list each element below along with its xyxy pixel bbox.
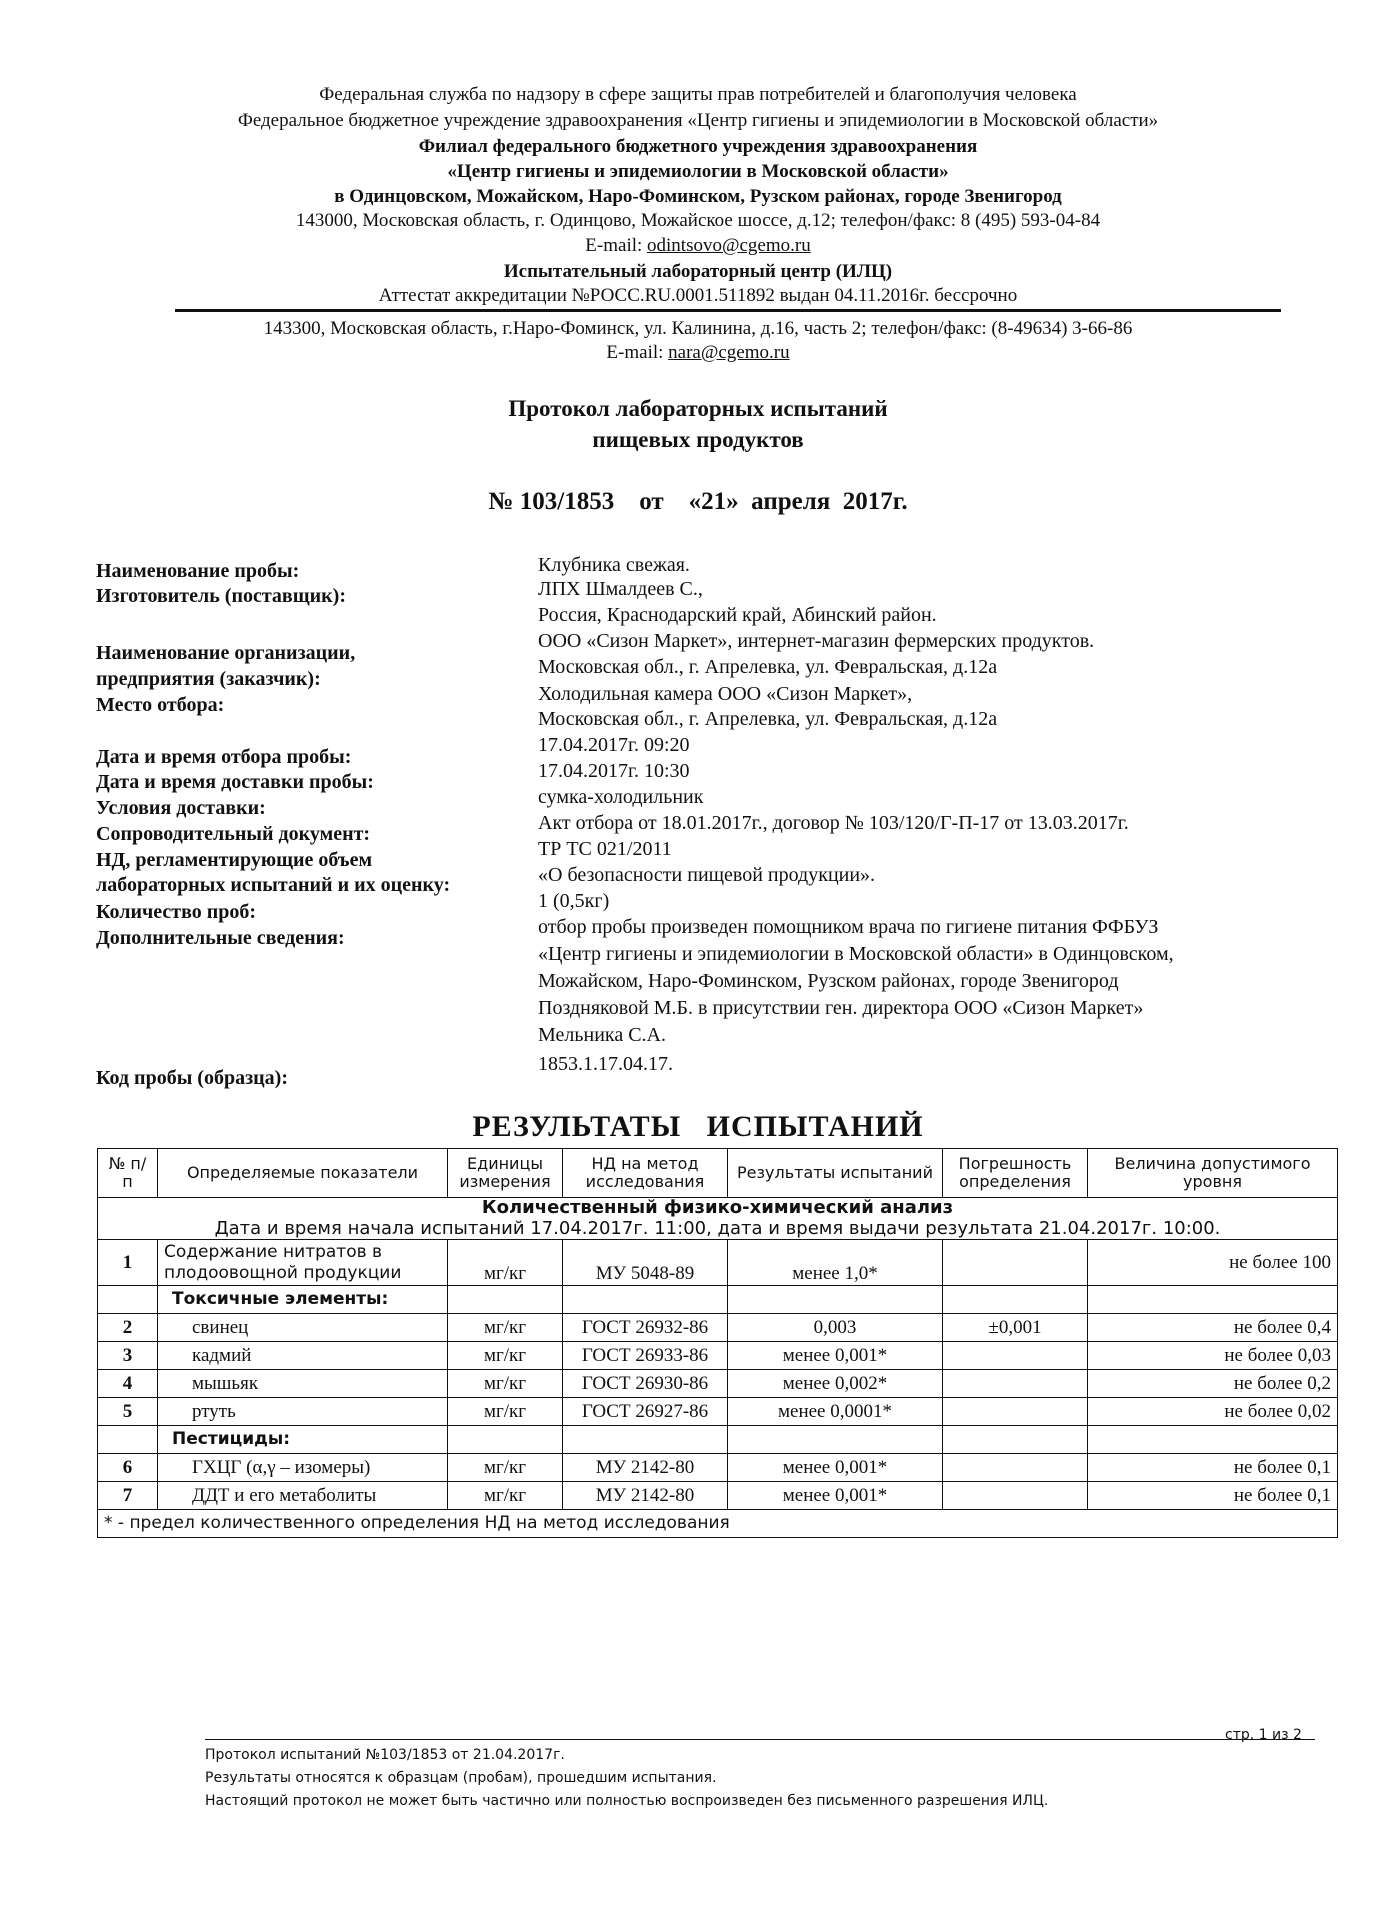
row-num: 7 (98, 1482, 158, 1510)
group-row-pesticides (98, 1426, 1338, 1454)
section-cell (98, 1198, 1338, 1240)
toxic-rows (98, 1314, 1338, 1426)
empty-cell (943, 1426, 1088, 1454)
delivery-conditions: сумка-холодильник (538, 786, 704, 808)
sample-name-label: Наименование пробы: (96, 560, 300, 582)
protocol-title-2: пищевых продуктов (592, 427, 804, 452)
row-method: МУ 2142-80 (563, 1454, 728, 1482)
row-units: мг/кг (448, 1398, 563, 1426)
header-units: Единицы измерения (448, 1149, 563, 1198)
extra-info-label: Дополнительные сведения: (96, 927, 345, 949)
row-limit: не более 0,1 (1088, 1482, 1338, 1510)
row-limit: не более 0,2 (1088, 1370, 1338, 1398)
delivery-datetime: 17.04.2017г. 10:30 (538, 760, 690, 782)
empty-cell (98, 1286, 158, 1314)
row-error (943, 1482, 1088, 1510)
delivery-datetime-label: Дата и время доставки пробы: (96, 771, 374, 793)
footnote: * - предел количественного определения НД на метод исследования (98, 1510, 1338, 1538)
row-result: менее 0,001* (728, 1342, 943, 1370)
row-units: мг/кг (448, 1482, 563, 1510)
customer-line-1: ООО «Сизон Маркет», интернет-магазин фермерских продуктов. (538, 630, 1095, 652)
row-limit: не более 0,02 (1088, 1398, 1338, 1426)
row-error (943, 1370, 1088, 1398)
customer-label-2: предприятия (заказчик): (96, 668, 321, 690)
group-toxic-label: Токсичные элементы: (158, 1286, 448, 1314)
header-limit: Величина допустимого уровня (1088, 1149, 1338, 1198)
place-line-1: Холодильная камера ООО «Сизон Маркет», (538, 683, 913, 705)
footnote-row (98, 1510, 1338, 1538)
row-units: мг/кг (448, 1342, 563, 1370)
row-indicator: свинец (158, 1314, 448, 1342)
lab-address: 143300, Московская область, г.Наро-Фоминск, ул. Калинина, д.16, часть 2; телефон/факс: (8-49634) 3-66-86 (263, 318, 1133, 339)
group-row-toxic (98, 1286, 1338, 1314)
row-error (943, 1342, 1088, 1370)
row-method: ГОСТ 26933-86 (563, 1342, 728, 1370)
accreditation: Аттестат аккредитации №РОСС.RU.0001.511892 выдан 04.11.2016г. бессрочно (378, 285, 1018, 306)
row-indicator: ДДТ и его метаболиты (158, 1482, 448, 1510)
row-num: 4 (98, 1370, 158, 1398)
sample-code-label: Код пробы (образца): (96, 1067, 288, 1089)
table-row (98, 1314, 1338, 1342)
table-header-row (98, 1149, 1338, 1198)
header-method: НД на метод исследования (563, 1149, 728, 1198)
row-num: 3 (98, 1342, 158, 1370)
empty-cell (1088, 1286, 1338, 1314)
footer-divider (205, 1739, 1315, 1740)
manufacturer-line-1: ЛПХ Шмалдеев С., (538, 578, 703, 600)
row-indicator-line-2: плодоовощной продукции (164, 1262, 402, 1283)
empty-cell (448, 1426, 563, 1454)
empty-cell (563, 1286, 728, 1314)
row-method: МУ 5048-89 (563, 1240, 728, 1286)
table-row (98, 1342, 1338, 1370)
row-result: менее 0,0001* (728, 1398, 943, 1426)
row-units: мг/кг (448, 1454, 563, 1482)
header-error: Погрешность определения (943, 1149, 1088, 1198)
sample-name: Клубника свежая. (538, 554, 690, 576)
document: Акт отбора от 18.01.2017г., договор № 103/120/Г-П-17 от 13.03.2017г. (538, 812, 1129, 834)
pesticide-rows (98, 1454, 1338, 1510)
row-limit: не более 100 (1088, 1240, 1338, 1286)
row-indicator: ГХЦГ (α,γ – изомеры) (158, 1454, 448, 1482)
lab-name: Испытательный лабораторный центр (ИЛЦ) (503, 261, 893, 282)
row-result: 0,003 (728, 1314, 943, 1342)
sample-code: 1853.1.17.04.17. (538, 1053, 673, 1075)
row-error (943, 1240, 1088, 1286)
row-num: 2 (98, 1314, 158, 1342)
empty-cell (943, 1286, 1088, 1314)
extra-info-line-5: Мельника С.А. (538, 1024, 666, 1046)
nd-line-1: ТР ТС 021/2011 (538, 838, 672, 860)
results-table (97, 1148, 1338, 1538)
row-units: мг/кг (448, 1240, 563, 1286)
row-result: менее 1,0* (728, 1240, 943, 1286)
place-label: Место отбора: (96, 694, 225, 716)
email-label: E-mail: (606, 342, 669, 363)
header-divider (175, 309, 1281, 312)
quantity: 1 (0,5кг) (538, 890, 610, 912)
header-email-1 (0, 235, 1396, 257)
group-pesticides-label: Пестициды: (158, 1426, 448, 1454)
empty-cell (448, 1286, 563, 1314)
section-title: Количественный физико-химический анализ (481, 1197, 954, 1218)
row-error (943, 1398, 1088, 1426)
nd-label-1: НД, регламентирующие объем (96, 849, 373, 871)
row-indicator: мышьяк (158, 1370, 448, 1398)
header-line-2: Федеральное бюджетное учреждение здравоохранения «Центр гигиены и эпидемиологии в Московской области» (237, 110, 1159, 131)
row-method: ГОСТ 26927-86 (563, 1398, 728, 1426)
footer-line-3: Настоящий протокол не может быть частично или полностью воспроизведен без письменного разрешения ИЛЦ. (205, 1793, 1049, 1809)
header-line-6: 143000, Московская область, г. Одинцово, Можайское шоссе, д.12; телефон/факс: 8 (495) 593-04-84 (295, 210, 1101, 231)
sampling-datetime: 17.04.2017г. 09:20 (538, 734, 690, 756)
footer-line-2: Результаты относятся к образцам (пробам), прошедшим испытания. (205, 1770, 717, 1786)
extra-info-line-3: Можайском, Наро-Фоминском, Рузском районах, городе Звенигород (538, 970, 1119, 992)
empty-cell (1088, 1426, 1338, 1454)
row-num: 6 (98, 1454, 158, 1482)
empty-cell (563, 1426, 728, 1454)
row-limit: не более 0,03 (1088, 1342, 1338, 1370)
table-row (98, 1482, 1338, 1510)
email-label: E-mail: (585, 235, 648, 256)
manufacturer-line-2: Россия, Краснодарский край, Абинский район. (538, 604, 937, 626)
header-line-1: Федеральная служба по надзору в сфере защиты прав потребителей и благополучия человека (319, 84, 1077, 105)
row-method: МУ 2142-80 (563, 1482, 728, 1510)
extra-info-line-1: отбор пробы произведен помощником врача по гигиене питания ФФБУЗ (538, 916, 1159, 938)
row-method: ГОСТ 26932-86 (563, 1314, 728, 1342)
customer-line-2: Московская обл., г. Апрелевка, ул. Февральская, д.12а (538, 656, 998, 678)
email-link-nara[interactable]: nara@cgemo.ru (668, 342, 790, 363)
header-num: № п/п (98, 1149, 158, 1198)
table-row (98, 1240, 1338, 1286)
table-row (98, 1398, 1338, 1426)
row-indicator-line-1: Содержание нитратов в (164, 1242, 383, 1263)
extra-info-line-4: Поздняковой М.Б. в присутствии ген. директора ООО «Сизон Маркет» (538, 997, 1144, 1019)
row-result: менее 0,001* (728, 1482, 943, 1510)
header-line-5: в Одинцовском, Можайском, Наро-Фоминском, Рузском районах, городе Звенигород (334, 186, 1062, 207)
email-link-odintsovo[interactable]: odintsovo@cgemo.ru (647, 235, 811, 256)
row-units: мг/кг (448, 1370, 563, 1398)
row-result: менее 0,002* (728, 1370, 943, 1398)
row-limit: не более 0,4 (1088, 1314, 1338, 1342)
row-indicator (158, 1240, 448, 1286)
section-dates: Дата и время начала испытаний 17.04.2017г. 11:00, дата и время выдачи результата 21.04.2017г. 10:00. (214, 1217, 1221, 1239)
header-line-4: «Центр гигиены и эпидемиологии в Московской области» (447, 161, 949, 182)
page-number: стр. 1 из 2 (1225, 1727, 1302, 1743)
sampling-datetime-label: Дата и время отбора пробы: (96, 746, 352, 768)
nd-line-2: «О безопасности пищевой продукции». (538, 864, 876, 886)
table-row (98, 1454, 1338, 1482)
row-result: менее 0,001* (728, 1454, 943, 1482)
header-indicator: Определяемые показатели (158, 1149, 448, 1198)
empty-cell (728, 1286, 943, 1314)
manufacturer-label: Изготовитель (поставщик): (96, 585, 346, 607)
row-error (943, 1454, 1088, 1482)
nd-label-2: лабораторных испытаний и их оценку: (96, 874, 451, 896)
results-title: РЕЗУЛЬТАТЫ ИСПЫТАНИЙ (472, 1110, 924, 1143)
row-num: 1 (98, 1240, 158, 1286)
quantity-label: Количество проб: (96, 901, 257, 923)
row-num: 5 (98, 1398, 158, 1426)
header-email-2 (0, 342, 1396, 364)
document-label: Сопроводительный документ: (96, 823, 371, 845)
empty-cell (98, 1426, 158, 1454)
row-units: мг/кг (448, 1314, 563, 1342)
header-result: Результаты испытаний (728, 1149, 943, 1198)
place-line-2: Московская обл., г. Апрелевка, ул. Февральская, д.12а (538, 708, 998, 730)
row-indicator: ртуть (158, 1398, 448, 1426)
table-row (98, 1370, 1338, 1398)
extra-info-line-2: «Центр гигиены и эпидемиологии в Московской области» в Одинцовском, (538, 943, 1174, 965)
customer-label-1: Наименование организации, (96, 642, 356, 664)
section-row (98, 1198, 1338, 1240)
row-indicator: кадмий (158, 1342, 448, 1370)
protocol-title-1: Протокол лабораторных испытаний (508, 396, 888, 421)
header-line-3: Филиал федерального бюджетного учреждения здравоохранения (418, 136, 978, 157)
row-method: ГОСТ 26930-86 (563, 1370, 728, 1398)
row-error: ±0,001 (943, 1314, 1088, 1342)
protocol-number: № 103/1853 от «21» апреля 2017г. (488, 488, 908, 515)
row-limit: не более 0,1 (1088, 1454, 1338, 1482)
footer-line-1: Протокол испытаний №103/1853 от 21.04.2017г. (205, 1747, 565, 1763)
empty-cell (728, 1426, 943, 1454)
delivery-conditions-label: Условия доставки: (96, 797, 266, 819)
